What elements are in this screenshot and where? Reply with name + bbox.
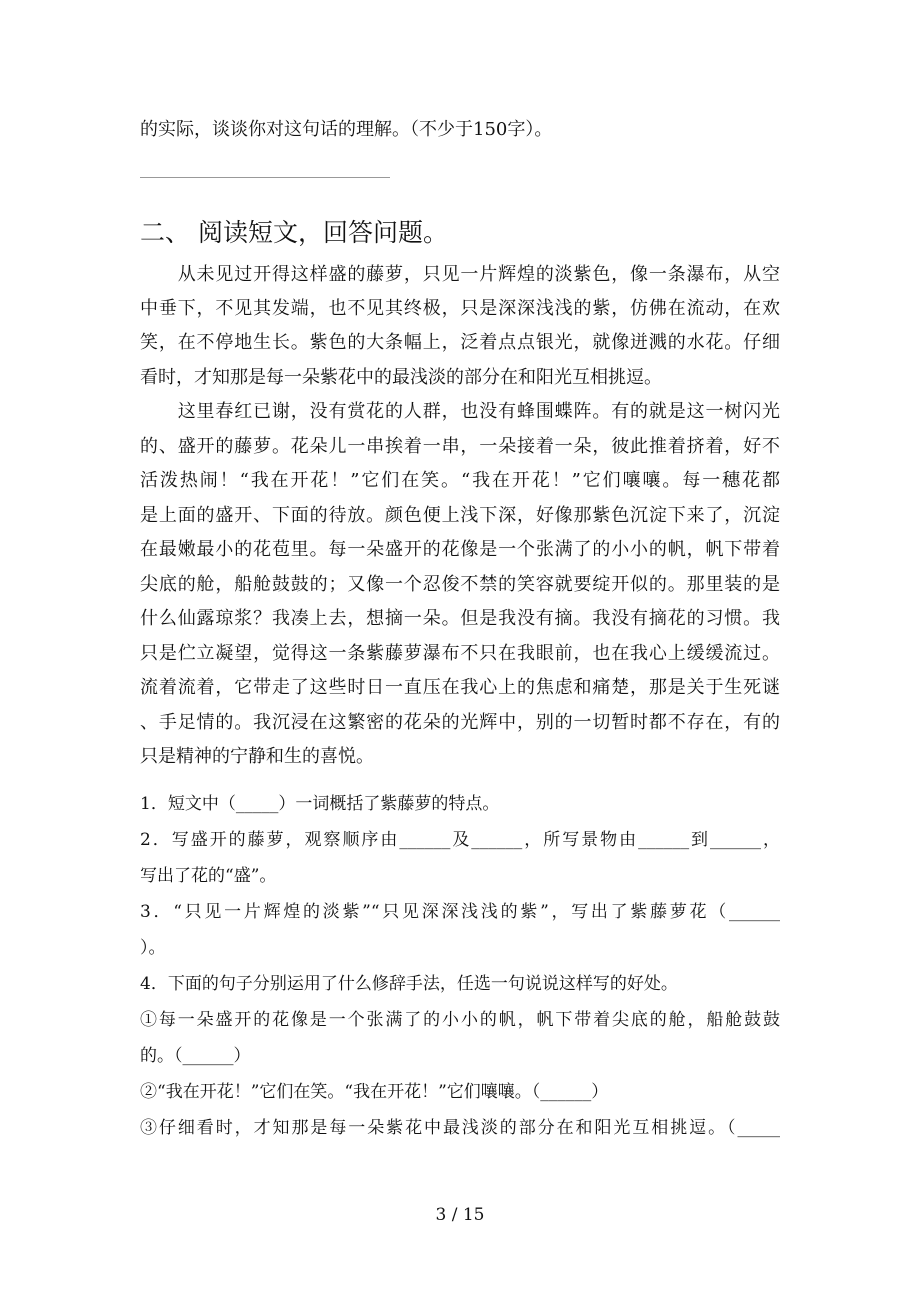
passage-line: 中垂下，不见其发端，也不见其终极，只是深深浅浅的紫，仿佛在流动，在欢	[140, 298, 780, 319]
question-2: 2．写盛开的藤萝，观察顺序由______及______，所写景物由______到______，	[140, 830, 780, 850]
passage-line: 从未见过开得这样盛的藤萝，只见一片辉煌的淡紫色，像一条瀑布，从空	[140, 264, 780, 285]
continued-question-line: 的实际，谈谈你对这句话的理解。（不少于150字）。	[140, 119, 553, 140]
section-number: 二、	[140, 218, 191, 247]
question-4: 4．下面的句子分别运用了什么修辞手法，任选一句说说这样写的好处。	[140, 974, 678, 994]
passage-line: 活泼热闹！“我在开花！”它们在笑。“我在开花！”它们嚷嚷。每一穗花都	[140, 470, 780, 491]
question-4-item-1: ①每一朵盛开的花像是一个张满了的小小的帆，帆下带着尖底的舱，船舱鼓鼓	[140, 1010, 780, 1030]
question-1: 1．短文中（_____）一词概括了紫藤萝的特点。	[140, 794, 500, 814]
passage-line: 尖底的舱，船舱鼓鼓的；又像一个忍俊不禁的笑容就要绽开似的。那里装的是	[140, 574, 780, 595]
question-2-continued: 写出了花的“盛”。	[140, 866, 277, 886]
passage-line: 是上面的盛开、下面的待放。颜色便上浅下深，好像那紫色沉淀下来了，沉淀	[140, 505, 780, 526]
question-3-continued: ）。	[140, 938, 166, 958]
passage-line: 的、盛开的藤萝。花朵儿一串挨着一串，一朵接着一朵，彼此推着挤着，好不	[140, 436, 780, 457]
page-number: 3 / 15	[435, 1205, 485, 1225]
section-title: 阅读短文，回答问题。	[198, 218, 449, 247]
question-3: 3．“只见一片辉煌的淡紫”“只见深深浅浅的紫”，写出了紫藤萝花（______	[140, 902, 780, 922]
section-heading	[140, 217, 448, 249]
passage-line: 、手足情的。我沉浸在这繁密的花朵的光辉中，别的一切暂时都不存在，有的	[140, 712, 780, 733]
question-4-item-3: ③仔细看时，才知那是每一朵紫花中最浅淡的部分在和阳光互相挑逗。（_____	[140, 1118, 780, 1138]
passage-line: 这里春红已谢，没有赏花的人群，也没有蜂围蝶阵。有的就是这一树闪光	[140, 401, 780, 422]
passage-line: 流着流着，它带走了这些时日一直压在我心上的焦虑和痛楚，那是关于生死谜	[140, 677, 780, 698]
passage-line: 笑，在不停地生长。紫色的大条幅上，泛着点点银光，就像迸溅的水花。仔细	[140, 332, 780, 353]
passage-line: 只是精神的宁静和生的喜悦。	[140, 746, 374, 767]
passage-line: 只是伫立凝望，觉得这一条紫藤萝瀑布不只在我眼前，也在我心上缓缓流过。	[140, 643, 780, 664]
passage-line: 在最嫩最小的花苞里。每一朵盛开的花像是一个张满了的小小的帆，帆下带着	[140, 539, 780, 560]
passage-line: 看时，才知那是每一朵紫花中的最浅淡的部分在和阳光互相挑逗。	[140, 367, 662, 388]
question-4-item-1-continued: 的。（______）	[140, 1046, 251, 1066]
answer-divider-line	[140, 177, 390, 178]
passage-line: 什么仙露琼浆？我凑上去，想摘一朵。但是我没有摘。我没有摘花的习惯。我	[140, 608, 780, 629]
question-4-item-2: ②“我在开花！”它们在笑。“我在开花！”它们嚷嚷。（______）	[140, 1082, 609, 1102]
